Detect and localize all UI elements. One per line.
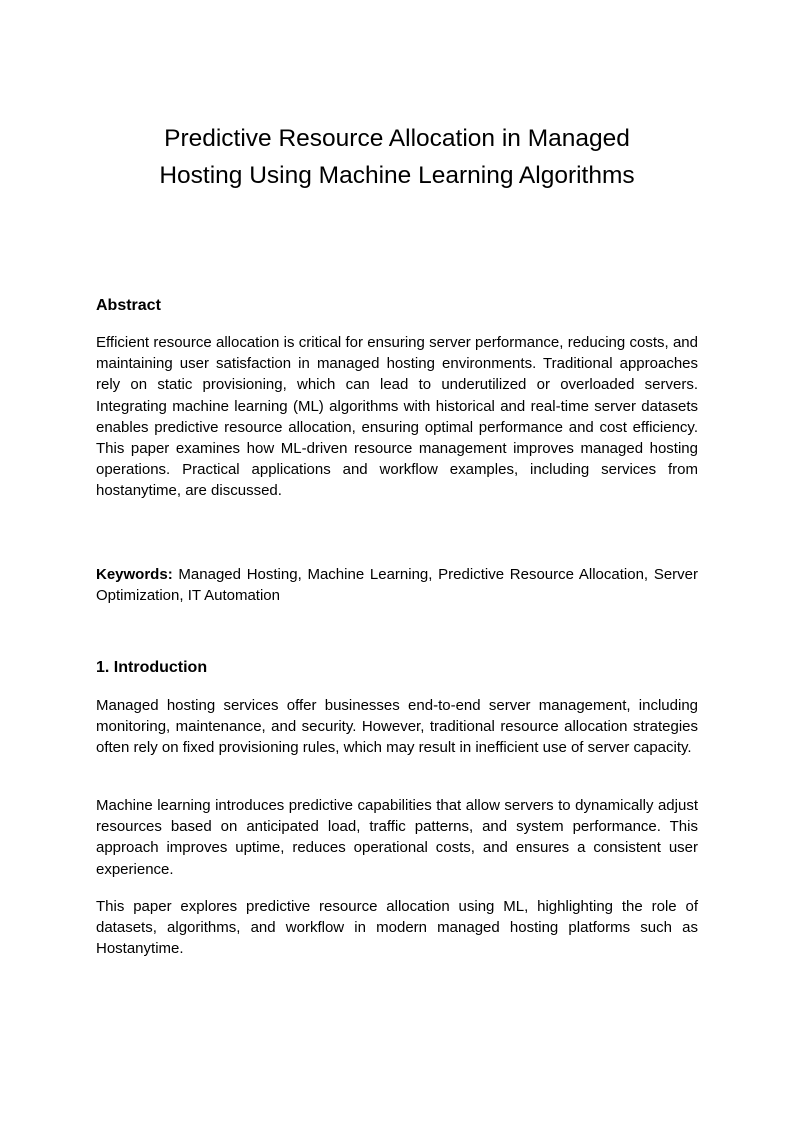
- paper-title: [96, 120, 698, 194]
- abstract-heading: Abstract: [96, 297, 161, 314]
- introduction-paragraph-2: Machine learning introduces predictive capabilities that allow servers to dynamically adjust resources based on anticipated load, traffic patterns, and system performance. This approach improves uptime, reduces operational costs, and ensures a consistent user experience.: [96, 797, 698, 878]
- abstract-text: Efficient resource allocation is critical for ensuring server performance, reducing costs, and maintaining user satisfaction in managed hosting environments. Traditional approaches rely on static provisioning, which can lead to underutilized or overloaded servers. Integrating machine learning (ML) algorithms with historical and real-time server datasets enables predictive resource allocation, ensuring optimal performance and cost efficiency. This paper examines how ML-driven resource management improves managed hosting operations. Practical applications and workflow examples, including services from hostanytime, are discussed.: [96, 334, 698, 500]
- introduction-heading: 1. Introduction: [96, 659, 208, 676]
- keywords-label: Keywords:: [96, 566, 173, 583]
- paper-title-line-1: Predictive Resource Allocation in Managed: [164, 125, 630, 152]
- keywords-text: Managed Hosting, Machine Learning, Predictive Resource Allocation, Server Optimization, IT Automation: [96, 566, 698, 605]
- introduction-paragraph-1: Managed hosting services offer businesses end-to-end server management, including monitoring, maintenance, and security. However, traditional resource allocation strategies often rely on fixed provisioning rules, which may result in inefficient use of server capacity.: [96, 697, 698, 757]
- keywords-paragraph: [96, 564, 698, 606]
- paper-title-line-2: Hosting Using Machine Learning Algorithms: [159, 162, 635, 189]
- introduction-paragraph-3: This paper explores predictive resource allocation using ML, highlighting the role of datasets, algorithms, and workflow in modern managed hosting platforms such as Hostanytime.: [96, 898, 698, 958]
